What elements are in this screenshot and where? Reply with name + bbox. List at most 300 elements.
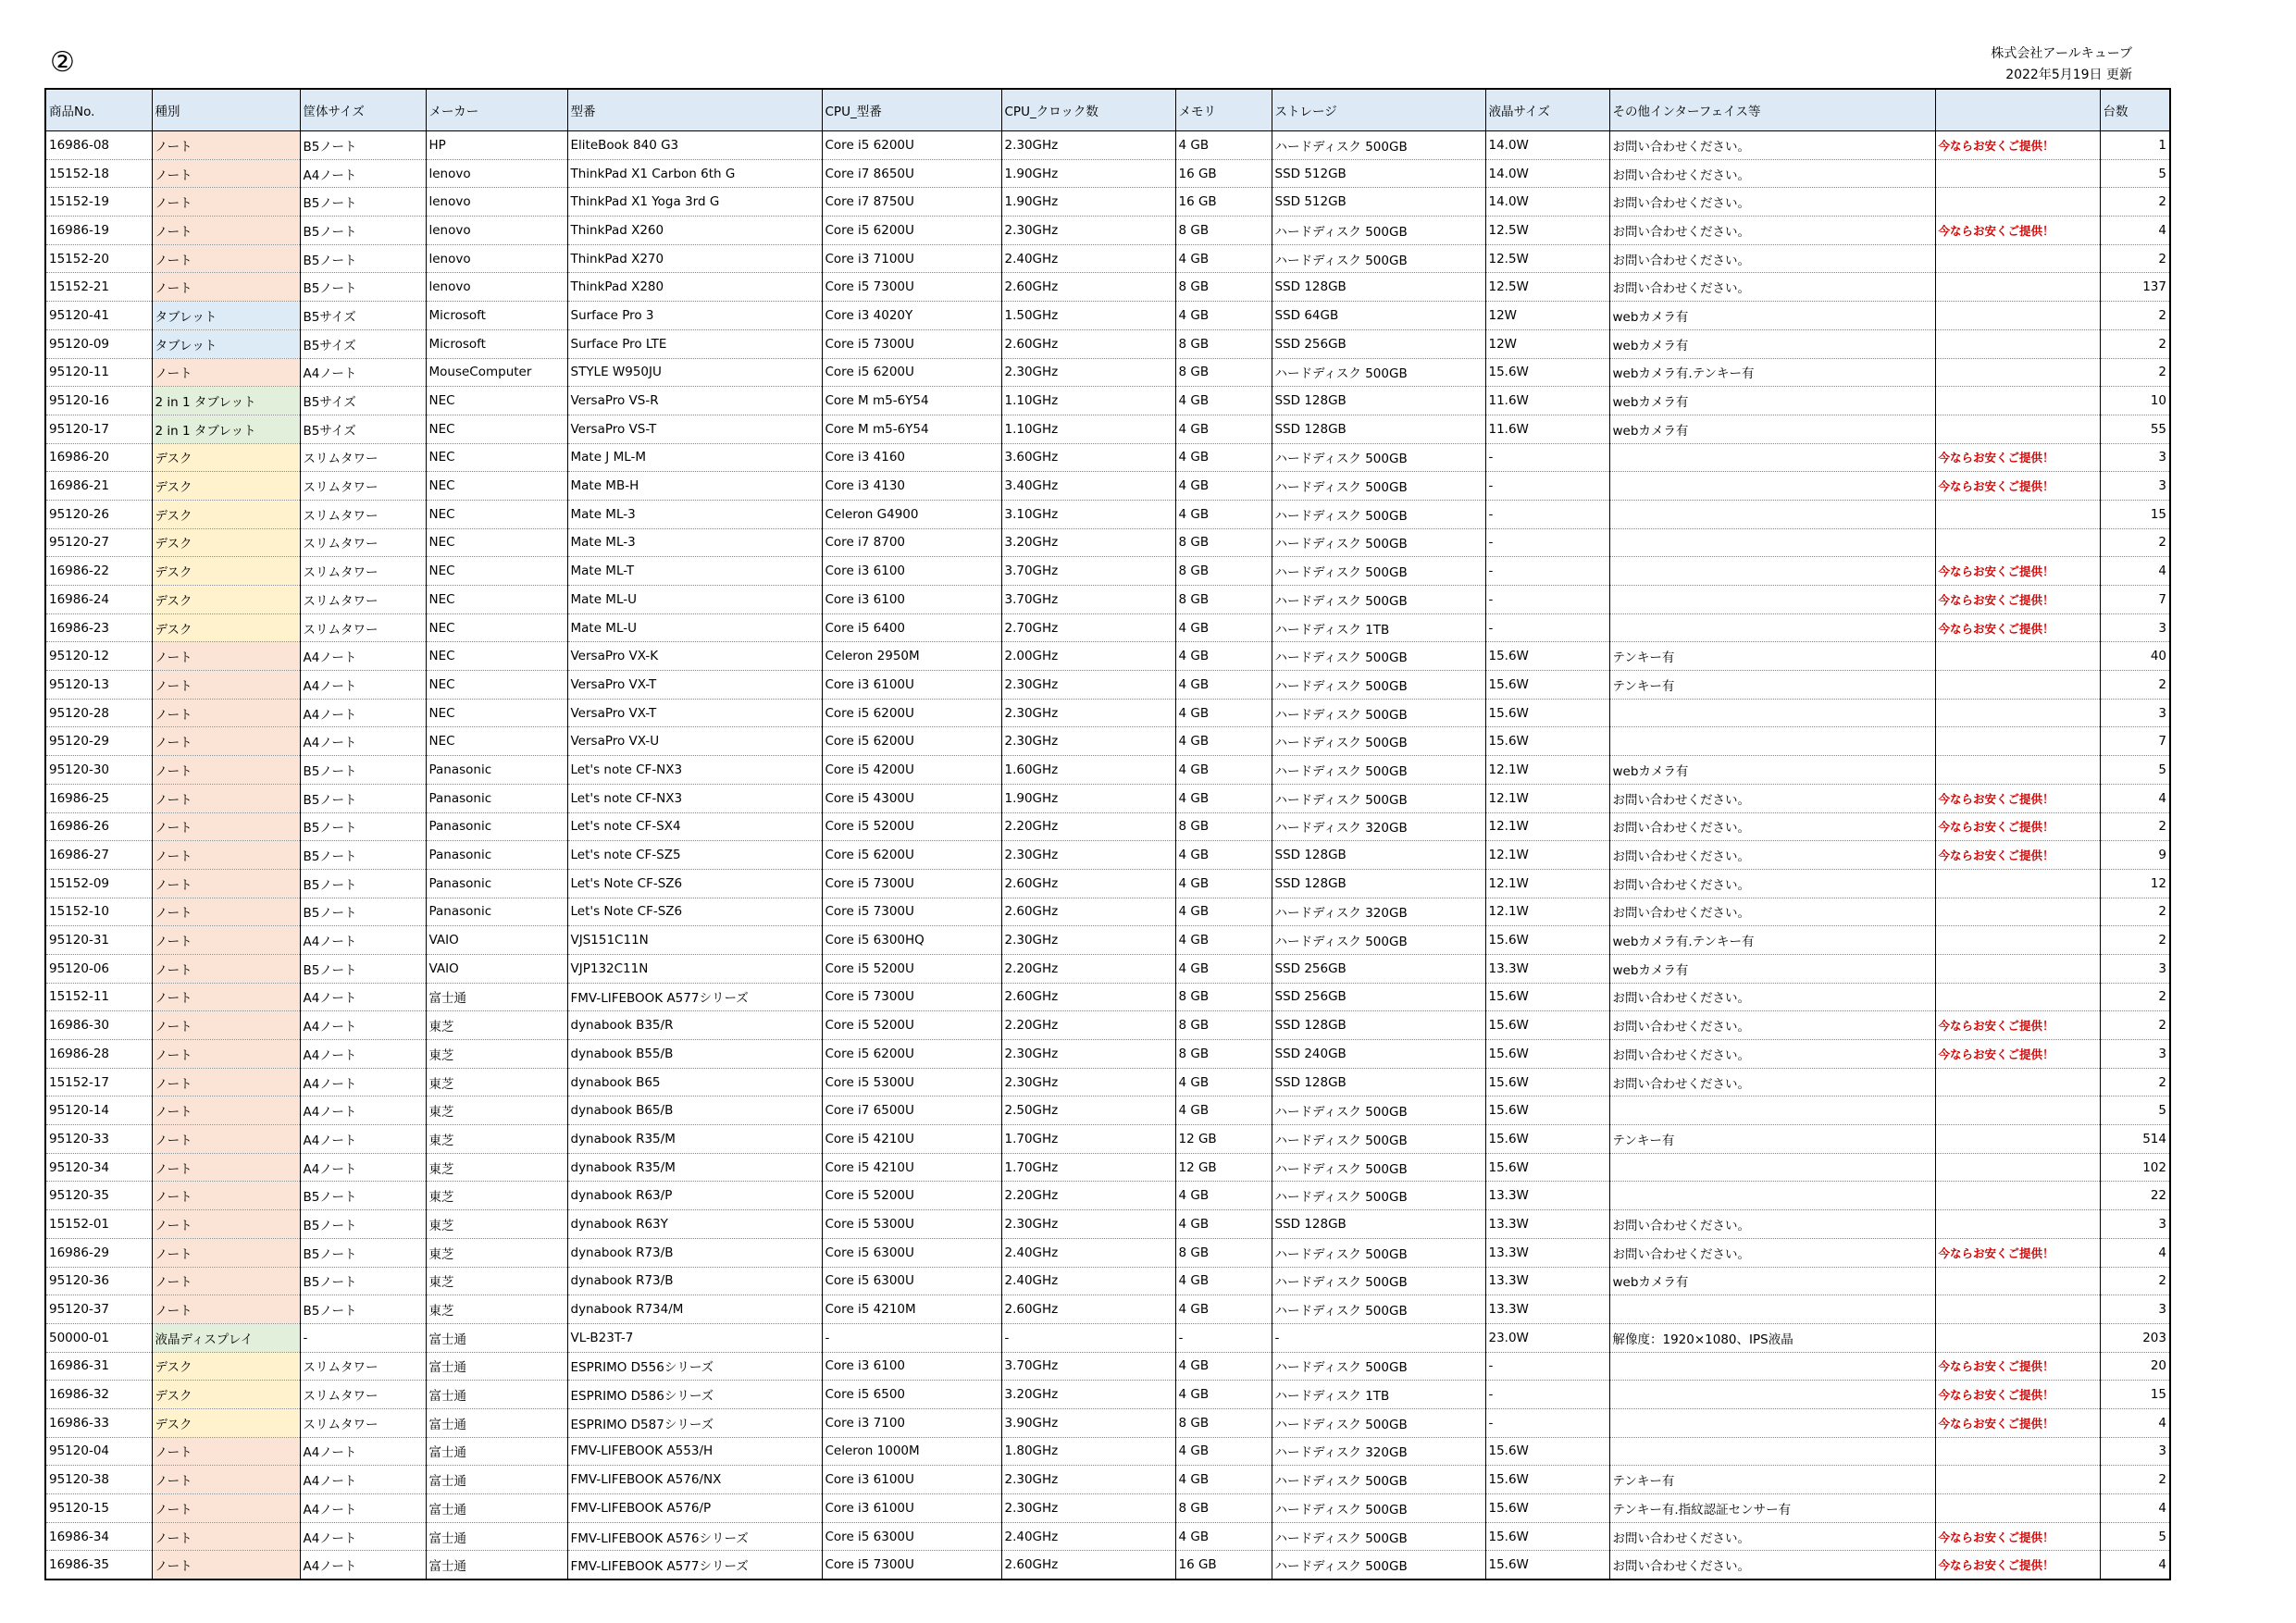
cell-display-size: 13.3W <box>1485 1182 1609 1210</box>
cell-type: デスク <box>152 1381 300 1409</box>
cell-other-interfaces: お問い合わせください。 <box>1609 812 1935 841</box>
cell-item-no: 95120-13 <box>45 671 152 700</box>
cell-storage: ハードディスク 500GB <box>1272 756 1485 785</box>
cell-cpu-model: Core i3 6100U <box>822 1466 1001 1494</box>
cell-quantity: 4 <box>2100 557 2170 586</box>
cell-maker: 東芝 <box>426 1238 567 1267</box>
cell-quantity: 3 <box>2100 1437 2170 1466</box>
cell-other-interfaces: お問い合わせください。 <box>1609 841 1935 870</box>
table-row <box>45 329 2170 358</box>
cell-model: Mate MB-H <box>567 472 822 501</box>
cell-promo <box>1935 244 2100 273</box>
cell-promo <box>1935 954 2100 983</box>
cell-quantity: 102 <box>2100 1153 2170 1182</box>
cell-type: ノート <box>152 812 300 841</box>
cell-type: ノート <box>152 358 300 387</box>
cell-item-no: 16986-08 <box>45 131 152 160</box>
cell-cpu-clock: 1.70GHz <box>1001 1125 1175 1154</box>
cell-promo: 今ならお安くご提供！ <box>1935 1522 2100 1551</box>
cell-cpu-clock: 2.20GHz <box>1001 1011 1175 1040</box>
table-row <box>45 557 2170 586</box>
cell-quantity: 4 <box>2100 217 2170 245</box>
cell-display-size: 12.1W <box>1485 784 1609 812</box>
cell-case-size: A4ノート <box>300 159 426 188</box>
cell-cpu-model: Core i5 5200U <box>822 1011 1001 1040</box>
cell-type: デスク <box>152 500 300 528</box>
cell-promo <box>1935 983 2100 1011</box>
table-row <box>45 812 2170 841</box>
cell-memory: 4 GB <box>1175 1522 1272 1551</box>
cell-maker: NEC <box>426 557 567 586</box>
header-memory: メモリ <box>1175 89 1272 131</box>
cell-display-size: 15.6W <box>1485 1437 1609 1466</box>
cell-type: ノート <box>152 671 300 700</box>
cell-promo: 今ならお安くご提供！ <box>1935 1238 2100 1267</box>
cell-memory: 4 GB <box>1175 926 1272 955</box>
cell-other-interfaces: お問い合わせください。 <box>1609 131 1935 160</box>
cell-other-interfaces: webカメラ有 <box>1609 1267 1935 1295</box>
cell-storage: ハードディスク 1TB <box>1272 613 1485 642</box>
cell-display-size: 12W <box>1485 302 1609 330</box>
cell-model: Surface Pro 3 <box>567 302 822 330</box>
cell-cpu-model: Core i5 4300U <box>822 784 1001 812</box>
header-quantity: 台数 <box>2100 89 2170 131</box>
cell-storage: ハードディスク 500GB <box>1272 1153 1485 1182</box>
cell-display-size: 15.6W <box>1485 1522 1609 1551</box>
cell-other-interfaces: webカメラ有 <box>1609 756 1935 785</box>
cell-cpu-clock: 2.30GHz <box>1001 699 1175 727</box>
cell-other-interfaces <box>1609 557 1935 586</box>
cell-storage: ハードディスク 320GB <box>1272 1437 1485 1466</box>
cell-quantity: 2 <box>2100 926 2170 955</box>
cell-item-no: 16986-34 <box>45 1522 152 1551</box>
header-case-size: 筐体サイズ <box>300 89 426 131</box>
cell-storage: SSD 128GB <box>1272 841 1485 870</box>
cell-case-size: B5ノート <box>300 131 426 160</box>
cell-item-no: 95120-06 <box>45 954 152 983</box>
cell-maker: NEC <box>426 586 567 614</box>
cell-case-size: B5ノート <box>300 1182 426 1210</box>
table-row <box>45 756 2170 785</box>
cell-model: VJP132C11N <box>567 954 822 983</box>
cell-maker: NEC <box>426 671 567 700</box>
cell-other-interfaces <box>1609 1182 1935 1210</box>
cell-cpu-clock: 2.70GHz <box>1001 613 1175 642</box>
header-other-interfaces: その他インターフェイス等 <box>1609 89 1935 131</box>
cell-type: ノート <box>152 131 300 160</box>
cell-display-size: - <box>1485 1381 1609 1409</box>
cell-display-size: 15.6W <box>1485 642 1609 671</box>
cell-other-interfaces: テンキー有 <box>1609 1466 1935 1494</box>
cell-other-interfaces: webカメラ有 <box>1609 415 1935 443</box>
cell-cpu-clock: 2.30GHz <box>1001 1494 1175 1523</box>
cell-cpu-clock: 2.20GHz <box>1001 954 1175 983</box>
cell-quantity: 5 <box>2100 1522 2170 1551</box>
cell-maker: NEC <box>426 727 567 756</box>
cell-item-no: 95120-04 <box>45 1437 152 1466</box>
cell-promo <box>1935 358 2100 387</box>
cell-model: Let's note CF-NX3 <box>567 756 822 785</box>
cell-promo <box>1935 926 2100 955</box>
cell-type: ノート <box>152 1011 300 1040</box>
cell-type: ノート <box>152 1551 300 1580</box>
cell-display-size: 12W <box>1485 329 1609 358</box>
cell-cpu-model: Core i5 6300U <box>822 1238 1001 1267</box>
cell-cpu-model: Core i5 5300U <box>822 1210 1001 1239</box>
cell-memory: 8 GB <box>1175 358 1272 387</box>
cell-model: VersaPro VS-T <box>567 415 822 443</box>
cell-quantity: 2 <box>2100 244 2170 273</box>
cell-model: Mate ML-3 <box>567 528 822 557</box>
cell-other-interfaces: お問い合わせください。 <box>1609 244 1935 273</box>
cell-maker: 東芝 <box>426 1210 567 1239</box>
cell-model: dynabook R73/B <box>567 1238 822 1267</box>
table-row <box>45 898 2170 926</box>
cell-model: ThinkPad X270 <box>567 244 822 273</box>
cell-promo <box>1935 642 2100 671</box>
cell-case-size: A4ノート <box>300 1040 426 1069</box>
cell-cpu-model: Core i5 7300U <box>822 983 1001 1011</box>
cell-maker: HP <box>426 131 567 160</box>
table-row <box>45 273 2170 302</box>
cell-cpu-clock: 2.40GHz <box>1001 1267 1175 1295</box>
table-row <box>45 1522 2170 1551</box>
cell-cpu-model: Core i5 5200U <box>822 1182 1001 1210</box>
cell-item-no: 16986-29 <box>45 1238 152 1267</box>
cell-memory: 8 GB <box>1175 1238 1272 1267</box>
cell-maker: 富士通 <box>426 983 567 1011</box>
cell-display-size: - <box>1485 586 1609 614</box>
cell-model: dynabook B55/B <box>567 1040 822 1069</box>
cell-storage: ハードディスク 320GB <box>1272 898 1485 926</box>
cell-promo <box>1935 1182 2100 1210</box>
cell-memory: 4 GB <box>1175 415 1272 443</box>
cell-quantity: 15 <box>2100 1381 2170 1409</box>
cell-quantity: 2 <box>2100 1011 2170 1040</box>
cell-case-size: スリムタワー <box>300 472 426 501</box>
cell-other-interfaces: お問い合わせください。 <box>1609 1238 1935 1267</box>
cell-other-interfaces <box>1609 613 1935 642</box>
cell-memory: 4 GB <box>1175 671 1272 700</box>
cell-case-size: A4ノート <box>300 642 426 671</box>
cell-cpu-model: Core i5 7300U <box>822 1551 1001 1580</box>
cell-memory: 4 GB <box>1175 500 1272 528</box>
cell-memory: 4 GB <box>1175 1182 1272 1210</box>
cell-cpu-clock: 3.20GHz <box>1001 1381 1175 1409</box>
cell-item-no: 15152-01 <box>45 1210 152 1239</box>
header-type: 種別 <box>152 89 300 131</box>
cell-storage: ハードディスク 500GB <box>1272 500 1485 528</box>
cell-maker: NEC <box>426 500 567 528</box>
cell-display-size: 15.6W <box>1485 727 1609 756</box>
cell-item-no: 16986-35 <box>45 1551 152 1580</box>
cell-other-interfaces <box>1609 500 1935 528</box>
header-row <box>45 89 2170 131</box>
table-row <box>45 302 2170 330</box>
cell-case-size: A4ノート <box>300 1494 426 1523</box>
cell-other-interfaces <box>1609 1437 1935 1466</box>
cell-other-interfaces: webカメラ有.テンキー有 <box>1609 358 1935 387</box>
cell-promo <box>1935 159 2100 188</box>
cell-case-size: A4ノート <box>300 1466 426 1494</box>
cell-type: デスク <box>152 1408 300 1437</box>
cell-promo <box>1935 1323 2100 1352</box>
cell-memory: 8 GB <box>1175 217 1272 245</box>
cell-case-size: B5ノート <box>300 244 426 273</box>
cell-item-no: 95120-17 <box>45 415 152 443</box>
cell-model: FMV-LIFEBOOK A577シリーズ <box>567 983 822 1011</box>
cell-storage: ハードディスク 500GB <box>1272 1125 1485 1154</box>
cell-case-size: A4ノート <box>300 1522 426 1551</box>
table-row <box>45 1267 2170 1295</box>
cell-quantity: 15 <box>2100 500 2170 528</box>
cell-display-size: 12.1W <box>1485 898 1609 926</box>
cell-other-interfaces: お問い合わせください。 <box>1609 217 1935 245</box>
cell-type: ノート <box>152 1096 300 1125</box>
cell-case-size: A4ノート <box>300 671 426 700</box>
cell-memory: 4 GB <box>1175 1295 1272 1324</box>
table-row <box>45 1125 2170 1154</box>
cell-other-interfaces: webカメラ有 <box>1609 329 1935 358</box>
cell-model: STYLE W950JU <box>567 358 822 387</box>
cell-quantity: 2 <box>2100 302 2170 330</box>
cell-maker: VAIO <box>426 954 567 983</box>
cell-storage: SSD 256GB <box>1272 329 1485 358</box>
cell-cpu-clock: 2.20GHz <box>1001 1182 1175 1210</box>
cell-model: ThinkPad X280 <box>567 273 822 302</box>
cell-display-size: - <box>1485 613 1609 642</box>
cell-type: ノート <box>152 926 300 955</box>
cell-display-size: - <box>1485 528 1609 557</box>
cell-type: ノート <box>152 1182 300 1210</box>
cell-maker: Panasonic <box>426 898 567 926</box>
cell-other-interfaces <box>1609 1295 1935 1324</box>
cell-case-size: B5ノート <box>300 273 426 302</box>
cell-cpu-model: Core i5 6200U <box>822 727 1001 756</box>
cell-model: dynabook B65/B <box>567 1096 822 1125</box>
cell-cpu-clock: 2.30GHz <box>1001 727 1175 756</box>
table-row <box>45 358 2170 387</box>
cell-cpu-model: - <box>822 1323 1001 1352</box>
cell-cpu-clock: 1.70GHz <box>1001 1153 1175 1182</box>
cell-storage: ハードディスク 500GB <box>1272 1267 1485 1295</box>
cell-case-size: B5サイズ <box>300 302 426 330</box>
cell-other-interfaces: webカメラ有.テンキー有 <box>1609 926 1935 955</box>
table-row <box>45 528 2170 557</box>
cell-cpu-model: Core i3 6100 <box>822 1352 1001 1381</box>
cell-case-size: スリムタワー <box>300 528 426 557</box>
cell-type: ノート <box>152 1267 300 1295</box>
cell-quantity: 3 <box>2100 954 2170 983</box>
cell-item-no: 15152-10 <box>45 898 152 926</box>
cell-promo: 今ならお安くご提供！ <box>1935 812 2100 841</box>
header-item-no: 商品No. <box>45 89 152 131</box>
cell-memory: 4 GB <box>1175 1466 1272 1494</box>
cell-storage: SSD 128GB <box>1272 387 1485 415</box>
cell-storage: ハードディスク 500GB <box>1272 1295 1485 1324</box>
table-row <box>45 613 2170 642</box>
cell-other-interfaces <box>1609 1408 1935 1437</box>
cell-type: ノート <box>152 159 300 188</box>
cell-promo: 今ならお安くご提供！ <box>1935 784 2100 812</box>
cell-case-size: A4ノート <box>300 1068 426 1096</box>
cell-memory: 4 GB <box>1175 1096 1272 1125</box>
cell-storage: ハードディスク 500GB <box>1272 1352 1485 1381</box>
cell-maker: Microsoft <box>426 329 567 358</box>
cell-model: Mate ML-3 <box>567 500 822 528</box>
cell-cpu-model: Core i3 4160 <box>822 443 1001 472</box>
table-row <box>45 131 2170 160</box>
cell-other-interfaces <box>1609 699 1935 727</box>
cell-memory: 12 GB <box>1175 1125 1272 1154</box>
updated-date: 2022年5月19日 更新 <box>2005 68 2132 82</box>
cell-quantity: 3 <box>2100 472 2170 501</box>
cell-cpu-clock: 2.30GHz <box>1001 217 1175 245</box>
cell-promo <box>1935 699 2100 727</box>
table-row <box>45 727 2170 756</box>
cell-cpu-model: Core M m5-6Y54 <box>822 415 1001 443</box>
table-row <box>45 387 2170 415</box>
cell-model: VL-B23T-7 <box>567 1323 822 1352</box>
cell-case-size: スリムタワー <box>300 443 426 472</box>
cell-memory: 8 GB <box>1175 528 1272 557</box>
cell-item-no: 95120-33 <box>45 1125 152 1154</box>
cell-model: dynabook R734/M <box>567 1295 822 1324</box>
cell-promo <box>1935 869 2100 898</box>
cell-memory: 4 GB <box>1175 302 1272 330</box>
cell-quantity: 40 <box>2100 642 2170 671</box>
cell-other-interfaces: お問い合わせください。 <box>1609 273 1935 302</box>
header-promo <box>1935 89 2100 131</box>
cell-cpu-model: Core i3 4020Y <box>822 302 1001 330</box>
cell-memory: 8 GB <box>1175 1011 1272 1040</box>
cell-display-size: 12.5W <box>1485 273 1609 302</box>
cell-type: ノート <box>152 1210 300 1239</box>
cell-promo: 今ならお安くご提供！ <box>1935 841 2100 870</box>
cell-display-size: 12.5W <box>1485 217 1609 245</box>
cell-memory: 12 GB <box>1175 1153 1272 1182</box>
cell-memory: - <box>1175 1323 1272 1352</box>
cell-memory: 8 GB <box>1175 1494 1272 1523</box>
cell-cpu-model: Core i5 7300U <box>822 273 1001 302</box>
table-body <box>45 131 2170 1580</box>
cell-case-size: B5サイズ <box>300 329 426 358</box>
cell-quantity: 2 <box>2100 1267 2170 1295</box>
cell-type: ノート <box>152 983 300 1011</box>
cell-cpu-model: Core i3 7100U <box>822 244 1001 273</box>
cell-case-size: A4ノート <box>300 1551 426 1580</box>
cell-other-interfaces: webカメラ有 <box>1609 302 1935 330</box>
cell-maker: 富士通 <box>426 1551 567 1580</box>
cell-maker: 富士通 <box>426 1323 567 1352</box>
cell-cpu-clock: 2.60GHz <box>1001 869 1175 898</box>
cell-promo <box>1935 1153 2100 1182</box>
cell-quantity: 20 <box>2100 1352 2170 1381</box>
cell-quantity: 2 <box>2100 812 2170 841</box>
cell-case-size: A4ノート <box>300 983 426 1011</box>
table-row <box>45 1096 2170 1125</box>
cell-case-size: A4ノート <box>300 1096 426 1125</box>
cell-quantity: 3 <box>2100 1040 2170 1069</box>
cell-case-size: スリムタワー <box>300 1381 426 1409</box>
cell-other-interfaces: お問い合わせください。 <box>1609 1210 1935 1239</box>
cell-storage: SSD 128GB <box>1272 415 1485 443</box>
table-row <box>45 472 2170 501</box>
cell-memory: 16 GB <box>1175 159 1272 188</box>
cell-maker: Microsoft <box>426 302 567 330</box>
cell-case-size: B5ノート <box>300 812 426 841</box>
cell-promo: 今ならお安くご提供！ <box>1935 472 2100 501</box>
cell-item-no: 95120-26 <box>45 500 152 528</box>
cell-storage: SSD 128GB <box>1272 1210 1485 1239</box>
cell-quantity: 2 <box>2100 898 2170 926</box>
cell-other-interfaces <box>1609 586 1935 614</box>
cell-display-size: 15.6W <box>1485 699 1609 727</box>
cell-case-size: B5サイズ <box>300 387 426 415</box>
cell-quantity: 2 <box>2100 358 2170 387</box>
cell-item-no: 95120-31 <box>45 926 152 955</box>
cell-cpu-model: Core i3 4130 <box>822 472 1001 501</box>
cell-promo <box>1935 387 2100 415</box>
cell-display-size: - <box>1485 500 1609 528</box>
cell-maker: 東芝 <box>426 1153 567 1182</box>
cell-display-size: - <box>1485 443 1609 472</box>
cell-other-interfaces: お問い合わせください。 <box>1609 1522 1935 1551</box>
cell-promo <box>1935 302 2100 330</box>
cell-other-interfaces: お問い合わせください。 <box>1609 898 1935 926</box>
cell-other-interfaces: テンキー有.指紋認証センサー有 <box>1609 1494 1935 1523</box>
table-row <box>45 586 2170 614</box>
cell-case-size: B5ノート <box>300 217 426 245</box>
cell-maker: MouseComputer <box>426 358 567 387</box>
cell-quantity: 2 <box>2100 1068 2170 1096</box>
cell-other-interfaces <box>1609 528 1935 557</box>
cell-memory: 4 GB <box>1175 1437 1272 1466</box>
cell-storage: ハードディスク 500GB <box>1272 244 1485 273</box>
page-number: ② <box>50 46 75 79</box>
cell-storage: ハードディスク 500GB <box>1272 727 1485 756</box>
cell-maker: 東芝 <box>426 1182 567 1210</box>
cell-maker: VAIO <box>426 926 567 955</box>
cell-cpu-clock: 3.70GHz <box>1001 557 1175 586</box>
cell-item-no: 95120-29 <box>45 727 152 756</box>
cell-memory: 4 GB <box>1175 699 1272 727</box>
cell-cpu-clock: 2.30GHz <box>1001 1210 1175 1239</box>
cell-other-interfaces: webカメラ有 <box>1609 387 1935 415</box>
cell-cpu-clock: 2.30GHz <box>1001 926 1175 955</box>
cell-item-no: 16986-19 <box>45 217 152 245</box>
cell-item-no: 95120-35 <box>45 1182 152 1210</box>
table-row <box>45 954 2170 983</box>
cell-model: Let's Note CF-SZ6 <box>567 898 822 926</box>
cell-type: デスク <box>152 586 300 614</box>
cell-cpu-clock: 1.10GHz <box>1001 387 1175 415</box>
cell-cpu-model: Core i5 6400 <box>822 613 1001 642</box>
cell-quantity: 2 <box>2100 329 2170 358</box>
cell-type: デスク <box>152 472 300 501</box>
cell-promo: 今ならお安くご提供！ <box>1935 1408 2100 1437</box>
cell-storage: SSD 256GB <box>1272 954 1485 983</box>
cell-type: ノート <box>152 954 300 983</box>
cell-item-no: 15152-11 <box>45 983 152 1011</box>
cell-case-size: B5ノート <box>300 1267 426 1295</box>
cell-case-size: A4ノート <box>300 926 426 955</box>
cell-memory: 4 GB <box>1175 387 1272 415</box>
cell-item-no: 16986-22 <box>45 557 152 586</box>
cell-storage: ハードディスク 500GB <box>1272 926 1485 955</box>
cell-memory: 4 GB <box>1175 613 1272 642</box>
cell-cpu-clock: 2.50GHz <box>1001 1096 1175 1125</box>
